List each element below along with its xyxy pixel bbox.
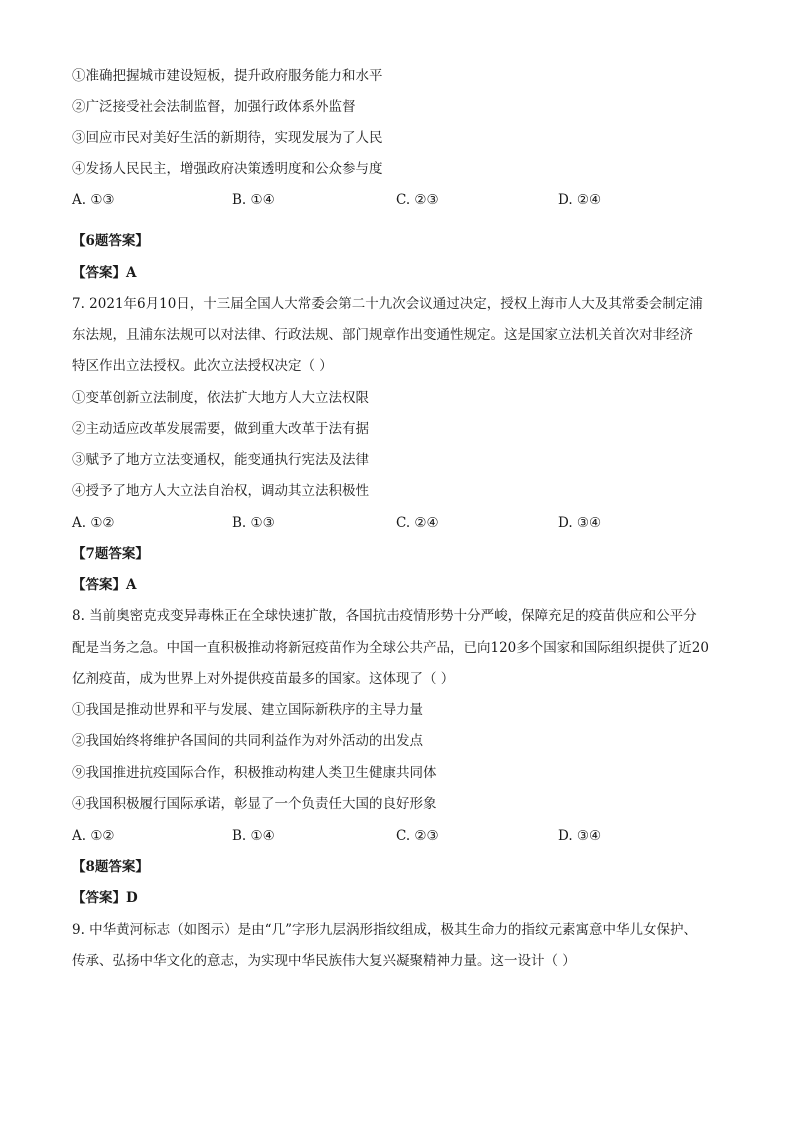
q9-stem-line-1: 9. 中华黄河标志（如图示）是由“几”字形九层涡形指纹组成，极其生命力的指纹元素寓意中华儿女保护、 <box>72 922 697 938</box>
q7-option-4: ④授予了地方人大立法自治权，调动其立法积极性 <box>72 483 369 499</box>
q7-answer: 【答案】A <box>72 577 137 593</box>
q7-choice-a: A. ①② <box>72 515 115 531</box>
q8-stem-line-2: 配是当务之急。中国一直积极推动将新冠疫苗作为全球公共产品，已向120多个国家和国际组织提供了近20 <box>72 640 709 656</box>
q6-option-3: ③回应市民对美好生活的新期待，实现发展为了人民 <box>72 130 383 146</box>
q8-choice-a: A. ①② <box>72 828 115 844</box>
q8-answer-header: 【8题答案】 <box>72 859 149 875</box>
q8-stem-line-1: 8. 当前奥密克戎变异毒株正在全球快速扩散，各国抗击疫情形势十分严峻，保障充足的疫苗供应和公平分 <box>72 608 697 624</box>
q6-answer: 【答案】A <box>72 265 137 281</box>
q8-option-2: ②我国始终将维护各国间的共同利益作为对外活动的出发点 <box>72 733 423 749</box>
q8-choice-c: C. ②③ <box>396 828 439 844</box>
q8-stem-line-3: 亿剂疫苗，成为世界上对外提供疫苗最多的国家。这体现了（ ） <box>72 671 455 687</box>
q8-choice-d: D. ③④ <box>558 828 602 844</box>
q7-stem-line-3: 特区作出立法授权。此次立法授权决定（ ） <box>72 358 333 374</box>
q9-stem-line-2: 传承、弘扬中华文化的意志，为实现中华民族伟大复兴凝聚精神力量。这一设计（ ） <box>72 953 576 969</box>
q6-choice-d: D. ②④ <box>558 192 602 208</box>
q8-answer: 【答案】D <box>72 890 138 906</box>
q6-option-2: ②广泛接受社会法制监督，加强行政体系外监督 <box>72 99 356 115</box>
q7-option-1: ①变革创新立法制度，依法扩大地方人大立法权限 <box>72 390 369 406</box>
q6-answer-header: 【6题答案】 <box>72 233 149 249</box>
q7-choice-d: D. ③④ <box>558 515 602 531</box>
q6-choice-c: C. ②③ <box>396 192 439 208</box>
q8-option-4: ④我国积极履行国际承诺，彰显了一个负责任大国的良好形象 <box>72 796 437 812</box>
q8-choice-b: B. ①④ <box>232 828 275 844</box>
q6-option-4: ④发扬人民民主，增强政府决策透明度和公众参与度 <box>72 161 383 177</box>
q6-choice-a: A. ①③ <box>72 192 115 208</box>
q7-answer-header: 【7题答案】 <box>72 546 149 562</box>
q8-option-3: ⑨我国推进抗疫国际合作，积极推动构建人类卫生健康共同体 <box>72 765 437 781</box>
q7-choice-c: C. ②④ <box>396 515 439 531</box>
q7-option-2: ②主动适应改革发展需要，做到重大改革于法有据 <box>72 421 369 437</box>
q6-choice-b: B. ①④ <box>232 192 275 208</box>
q7-option-3: ③赋予了地方立法变通权，能变通执行宪法及法律 <box>72 452 369 468</box>
q7-choice-b: B. ①③ <box>232 515 275 531</box>
q7-stem-line-2: 东法规，且浦东法规可以对法律、行政法规、部门规章作出变通性规定。这是国家立法机关首次对非经济 <box>72 327 693 343</box>
q8-option-1: ①我国是推动世界和平与发展、建立国际新秩序的主导力量 <box>72 702 423 718</box>
q7-stem-line-1: 7. 2021年6月10日，十三届全国人大常委会第二十九次会议通过决定，授权上海市人大及其常委会制定浦 <box>72 296 703 312</box>
q6-option-1: ①准确把握城市建设短板，提升政府服务能力和水平 <box>72 68 383 84</box>
